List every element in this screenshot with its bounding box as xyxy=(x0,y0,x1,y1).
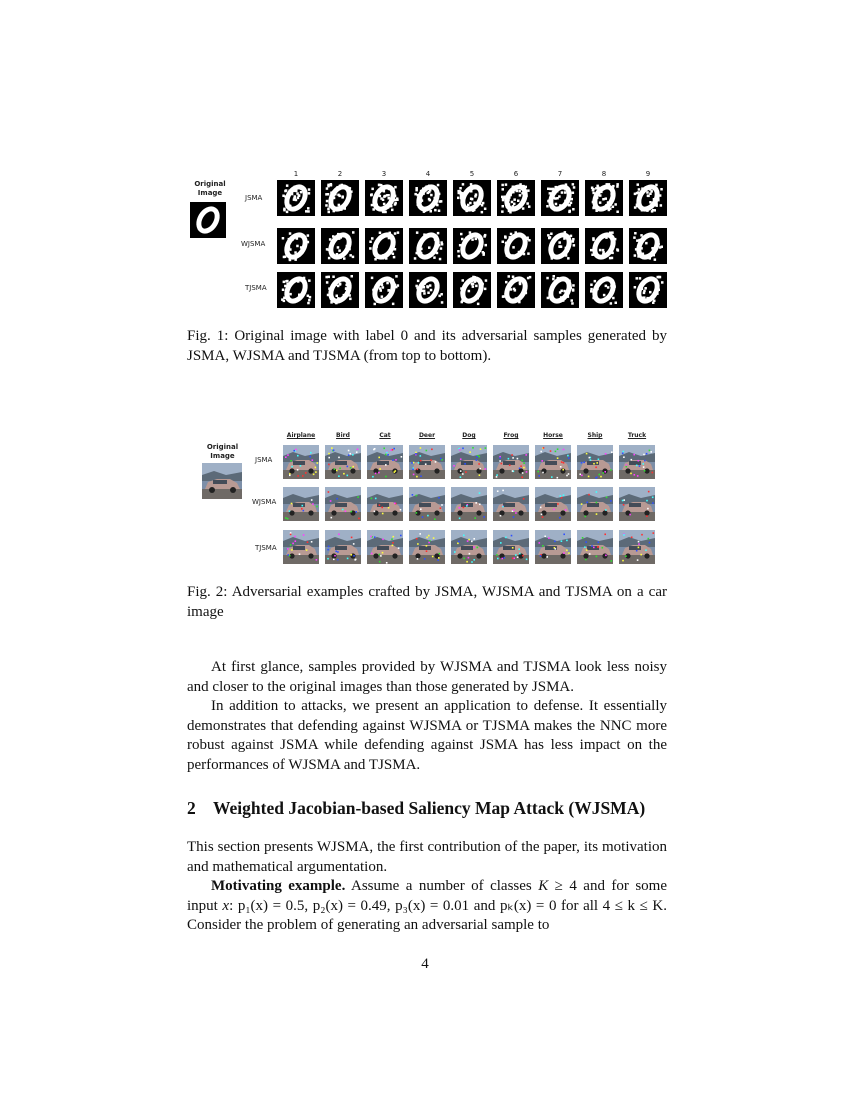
fig2-adversarial-sample xyxy=(493,445,529,479)
fig2-column-label: Airplane xyxy=(286,432,316,439)
fig1-adversarial-sample xyxy=(453,180,491,216)
fig1-column-label: 4 xyxy=(425,170,431,178)
fig1-adversarial-sample xyxy=(585,228,623,264)
fig1-adversarial-sample xyxy=(497,180,535,216)
fig2-adversarial-sample xyxy=(325,487,361,521)
fig2-adversarial-sample xyxy=(493,530,529,564)
fig1-adversarial-sample xyxy=(277,228,315,264)
fig2-column-label: Dog xyxy=(462,432,476,439)
fig2-adversarial-sample xyxy=(535,530,571,564)
fig2-column-label: Ship xyxy=(587,432,603,439)
fig2-adversarial-sample xyxy=(451,487,487,521)
fig1-adversarial-sample xyxy=(321,228,359,264)
fig2-adversarial-sample xyxy=(577,445,613,479)
fig1-adversarial-sample xyxy=(409,228,447,264)
fig1-adversarial-sample xyxy=(453,228,491,264)
fig1-adversarial-sample xyxy=(629,180,667,216)
figure-1 xyxy=(185,168,675,313)
fig2-adversarial-sample xyxy=(451,530,487,564)
fig2-adversarial-sample xyxy=(619,530,655,564)
fig1-original-image xyxy=(190,202,226,238)
fig2-row-label: JSMA xyxy=(255,456,273,464)
fig2-column-label: Deer xyxy=(418,432,436,439)
fig1-adversarial-sample xyxy=(497,228,535,264)
figure-2 xyxy=(195,430,665,570)
fig2-adversarial-sample xyxy=(367,445,403,479)
figure-1-caption: Fig. 1: Original image with label 0 and its adversarial samples generated by JSMA, WJSMA and TJSMA (from top to bottom). xyxy=(187,328,667,364)
fig1-column-label: 3 xyxy=(381,170,387,178)
motivating-example-label: Motivating example. xyxy=(211,878,346,894)
paragraph-defense: In addition to attacks, we present an application to defense. It essentially demonstrates that defending against WJSMA or TJSMA makes the NNC more robust against JSMA while defending against JSMA has less impact on the performances of WJSMA and TJSMA. xyxy=(187,698,667,773)
fig1-column-label: 6 xyxy=(513,170,519,178)
fig2-adversarial-sample xyxy=(493,487,529,521)
fig2-adversarial-sample xyxy=(283,445,319,479)
section-heading xyxy=(187,798,645,819)
fig2-adversarial-sample xyxy=(535,487,571,521)
fig1-adversarial-sample xyxy=(585,180,623,216)
fig2-original-label: Original Image xyxy=(206,443,239,460)
fig2-adversarial-sample xyxy=(451,445,487,479)
fig1-adversarial-sample xyxy=(321,272,359,308)
fig2-column-label: Frog xyxy=(503,432,519,439)
fig1-adversarial-sample xyxy=(497,272,535,308)
figure-2-caption: Fig. 2: Adversarial examples crafted by JSMA, WJSMA and TJSMA on a car image xyxy=(187,584,667,620)
fig2-adversarial-sample xyxy=(283,530,319,564)
fig2-column-label: Cat xyxy=(379,432,391,439)
fig1-adversarial-sample xyxy=(277,272,315,308)
fig1-adversarial-sample xyxy=(541,272,579,308)
fig1-adversarial-sample xyxy=(365,228,403,264)
section-number: 2 xyxy=(187,798,196,818)
fig1-original-label: Original Image xyxy=(194,180,226,197)
fig2-column-label: Bird xyxy=(336,432,350,439)
fig1-adversarial-sample xyxy=(409,272,447,308)
fig2-adversarial-sample xyxy=(409,445,445,479)
fig1-adversarial-sample xyxy=(277,180,315,216)
fig1-row-label: TJSMA xyxy=(245,284,267,292)
fig2-adversarial-sample xyxy=(619,487,655,521)
fig1-column-label: 9 xyxy=(645,170,651,178)
fig1-adversarial-sample xyxy=(541,228,579,264)
fig1-column-label: 8 xyxy=(601,170,607,178)
fig2-adversarial-sample xyxy=(619,445,655,479)
fig2-row-label: WJSMA xyxy=(252,498,277,506)
fig2-adversarial-sample xyxy=(409,530,445,564)
fig2-adversarial-sample xyxy=(535,445,571,479)
fig1-column-label: 7 xyxy=(557,170,563,178)
fig1-adversarial-sample xyxy=(365,272,403,308)
fig2-adversarial-sample xyxy=(325,445,361,479)
fig2-adversarial-sample xyxy=(367,530,403,564)
fig2-row-label: TJSMA xyxy=(255,544,277,552)
fig1-adversarial-sample xyxy=(365,180,403,216)
fig2-adversarial-sample xyxy=(409,487,445,521)
fig2-column-label: Horse xyxy=(543,432,563,439)
fig1-column-label: 5 xyxy=(469,170,475,178)
fig1-adversarial-sample xyxy=(629,228,667,264)
fig1-adversarial-sample xyxy=(629,272,667,308)
fig1-row-label: WJSMA xyxy=(241,240,266,248)
fig1-adversarial-sample xyxy=(541,180,579,216)
fig2-original-image xyxy=(202,463,242,499)
fig2-column-label: Truck xyxy=(627,432,647,439)
fig1-adversarial-sample xyxy=(321,180,359,216)
fig2-adversarial-sample xyxy=(577,530,613,564)
section-title: Weighted Jacobian-based Saliency Map Attack (WJSMA) xyxy=(213,798,646,818)
fig2-adversarial-sample xyxy=(367,487,403,521)
paragraph-first-glance: At first glance, samples provided by WJSMA and TJSMA look less noisy and closer to the original images than those generated by JSMA. xyxy=(187,659,667,695)
fig1-adversarial-sample xyxy=(585,272,623,308)
fig2-adversarial-sample xyxy=(283,487,319,521)
paragraph-section-intro: This section presents WJSMA, the first contribution of the paper, its motivation and mathematical argumentation. xyxy=(187,839,667,875)
fig2-adversarial-sample xyxy=(577,487,613,521)
paragraph-motivating-example: Motivating example. Assume a number of classes K ≥ 4 and for some input x: p₁(x) = 0.5, p₂(x) = 0.49, p₃(x) = 0.01 and pₖ(x) = 0 for all 4 ≤ k ≤ K. Consider the problem of generating an adversarial sample to xyxy=(187,878,667,933)
page-number: 4 xyxy=(421,956,429,972)
fig1-column-label: 1 xyxy=(293,170,299,178)
fig2-adversarial-sample xyxy=(325,530,361,564)
fig1-adversarial-sample xyxy=(453,272,491,308)
fig1-adversarial-sample xyxy=(409,180,447,216)
fig1-row-label: JSMA xyxy=(245,194,263,202)
fig1-column-label: 2 xyxy=(337,170,343,178)
